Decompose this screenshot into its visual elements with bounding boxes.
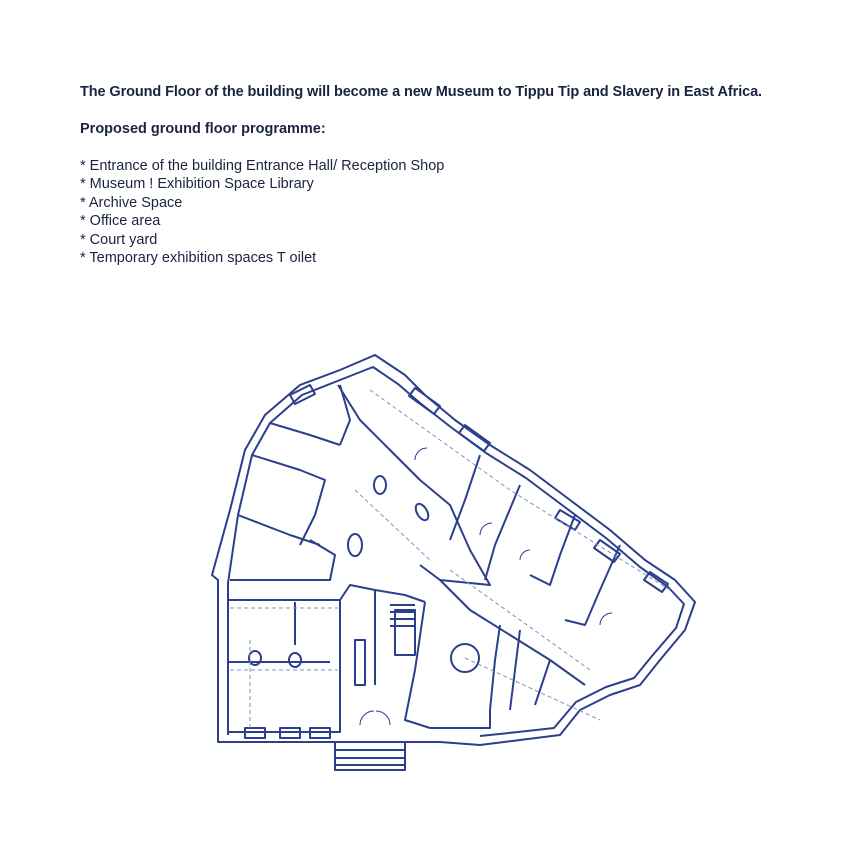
plan-wall bbox=[228, 685, 340, 732]
plan-column bbox=[289, 653, 301, 667]
plan-door bbox=[520, 550, 530, 560]
plan-door bbox=[600, 613, 612, 625]
plan-wall bbox=[405, 602, 430, 728]
plan-column bbox=[348, 534, 362, 556]
plan-wall bbox=[270, 423, 340, 445]
plan-column bbox=[413, 502, 431, 523]
plan-wall bbox=[395, 610, 415, 655]
plan-wall bbox=[440, 580, 585, 685]
programme-item: * Court yard bbox=[80, 231, 158, 248]
programme-item: * Office area bbox=[80, 213, 161, 230]
plan-wall bbox=[228, 600, 340, 685]
plan-stair bbox=[390, 605, 415, 626]
plan-outer-wall bbox=[212, 355, 695, 745]
floor-plan-drawing bbox=[190, 340, 710, 780]
plan-wall bbox=[340, 385, 350, 445]
plan-wall bbox=[450, 455, 480, 540]
programme-list bbox=[80, 157, 444, 267]
programme-item: * Museum ! Exhibition Space Library bbox=[80, 176, 314, 193]
plan-entrance-steps bbox=[335, 742, 405, 770]
plan-dimension-line bbox=[355, 490, 430, 560]
plan-wall bbox=[535, 660, 550, 705]
plan-wall bbox=[252, 455, 325, 545]
plan-door bbox=[415, 448, 427, 460]
plan-wall bbox=[430, 710, 490, 728]
ground-floor-plan bbox=[190, 340, 710, 780]
plan-wall bbox=[490, 625, 500, 710]
plan-wall bbox=[355, 640, 365, 685]
programme-item: * Archive Space bbox=[80, 194, 183, 211]
plan-wall bbox=[485, 485, 520, 580]
plan-window bbox=[409, 388, 490, 451]
plan-wall bbox=[338, 385, 490, 585]
programme-item: * Temporary exhibition spaces T oilet bbox=[80, 250, 317, 267]
plan-wall bbox=[510, 630, 520, 710]
plan-wall bbox=[230, 540, 335, 580]
plan-door bbox=[376, 711, 390, 725]
plan-wall bbox=[340, 585, 425, 602]
plan-door bbox=[480, 523, 492, 535]
plan-column bbox=[374, 476, 386, 494]
programme-item: * Entrance of the building Entrance Hall/ Reception Shop bbox=[80, 158, 445, 174]
page-heading: The Ground Floor of the building will become a new Museum to Tippu Tip and Slavery in East Africa. bbox=[80, 84, 762, 100]
programme-heading: Proposed ground floor programme: bbox=[80, 121, 326, 137]
plan-door bbox=[360, 711, 374, 725]
plan-dimension-line bbox=[465, 658, 600, 720]
